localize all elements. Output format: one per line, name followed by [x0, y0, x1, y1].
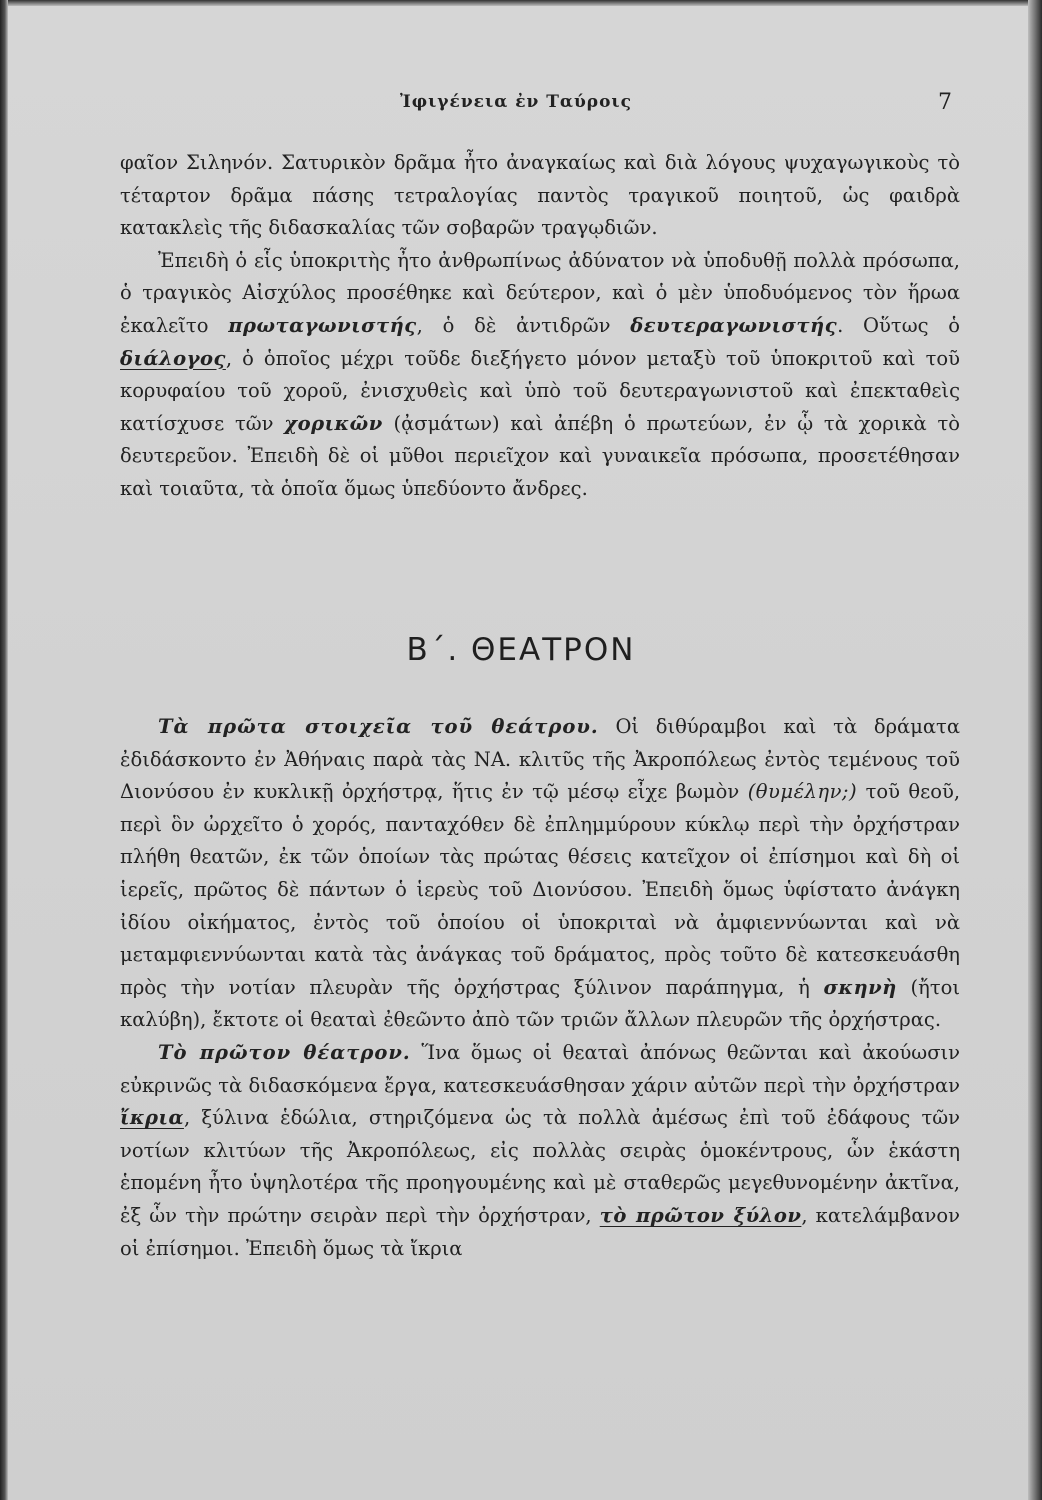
- text-run: , ὁ ὁποῖος μέχρι τοῦδε διεξήγετο μόνον μεταξὺ τοῦ ὑποκριτοῦ καὶ τοῦ κορυφαίου τοῦ χοροῦ, ἐνισχυθεὶς καὶ ὑπὸ τοῦ δευτεραγωνιστοῦ καὶ ἐπεκταθεὶς κατίσχυσε τῶν: [120, 346, 960, 435]
- theatre-text: [120, 711, 960, 1265]
- term-deuteragonist: δευτεραγωνιστής: [630, 313, 838, 337]
- side-heading-first-elements: Τὰ πρῶτα στοιχεῖα τοῦ θεάτρου.: [158, 715, 599, 738]
- term-first-wood: τὸ πρῶτον ξύλον: [599, 1203, 802, 1227]
- text-run: τοῦ θεοῦ, περὶ ὃν ὠρχεῖτο ὁ χορός, πανταχόθεν δὲ ἐπλημμύρουν κύκλῳ περὶ τὴν ὀρχήστραν πλήθη θεατῶν, ἐκ τῶν ὁποίων τὰς πρώτας θέσεις κατεῖχον οἱ ἐπίσημοι καὶ δὴ οἱ ἱερεῖς, πρῶτος δὲ πάντων ὁ ἱερεὺς τοῦ Διονύσου. Ἐπειδὴ ὅμως ὑφίστατο ἀνάγκη ἰδίου οἰκήματος, ἐντὸς τοῦ ὁποίου οἱ ὑποκριταὶ νὰ ἀμφιεννύωνται καὶ νὰ μεταμφιεννύωνται κατὰ τὰς ἀνάγκας τοῦ δράματος, πρὸς τοῦτο δὲ κατεσκευάσθη πρὸς τὴν νοτίαν πλευρὰν τῆς ὀρχήστρας ξύλινον παράπηγμα, ἡ: [120, 780, 961, 999]
- page-top-edge: [0, 0, 1042, 6]
- page-number: 7: [938, 90, 952, 115]
- text-run: Ἐπειδὴ ὁ εἷς ὑποκριτὴς ἦτο ἀνθρωπίνως ἀδύνατον νὰ ὑποδυθῇ πολλὰ πρόσωπα, ὁ τραγικὸς Αἰσχύλος προσέθηκε καὶ δεύτερον, καὶ ὁ μὲν ὑποδυόμενος τὸν ἥρωα ἐκαλεῖτο: [120, 248, 960, 337]
- text-run: , ξύλινα ἑδώλια, στηριζόμενα ὡς τὰ πολλὰ ἀμέσως ἐπὶ τοῦ ἐδάφους τῶν νοτίων κλιτύων τῆς Ἀκροπόλεως, εἰς πολλὰς σειρὰς ὁμοκέντρους, ὧν ἑκάστη ἑπομένη ἦτο ὑψηλοτέρα τῆς προηγουμένης καὶ μὲ σταθερῶς μεγεθυνομένην ἀκτῖνα, ἐξ ὧν τὴν πρώτην σειρὰν περὶ τὴν ὀρχήστραν,: [120, 1106, 960, 1227]
- text-run: . Οὕτως ὁ: [837, 313, 961, 337]
- term-choral: χορικῶν: [284, 411, 383, 435]
- page-right-edge: [1028, 0, 1042, 1500]
- intro-paragraph-1: φαῖον Σιληνόν. Σατυρικὸν δρᾶμα ἦτο ἀναγκαίως καὶ διὰ λόγους ψυχαγωγικοὺς τὸ τέταρτον δρᾶμα πάσης τετραλογίας παντὸς τραγικοῦ ποιητοῦ, ὡς φαιδρὰ κατακλεὶς τῆς διδασκαλίας τῶν σοβαρῶν τραγῳδιῶν.: [120, 151, 960, 240]
- text-run: , ὁ δὲ ἀντιδρῶν: [416, 313, 611, 337]
- page-left-edge: [0, 0, 8, 1500]
- section-heading: Β΄. ΘΕΑΤΡΟΝ: [406, 632, 636, 668]
- text-run: (ᾀσμάτων) καὶ ἀπέβη ὁ πρωτεύων, ἐν ᾧ τὰ χορικὰ τὸ δευτερεῦον. Ἐπειδὴ δὲ οἱ μῦθοι περιεῖχον καὶ γυναικεῖα πρόσωπα, προσετέθησαν καὶ τοιαῦτα, τὰ ὁποῖα ὅμως ὑπεδύοντο ἄνδρες.: [120, 411, 960, 500]
- running-head: Ἰφιγένεια ἐν Ταύροις: [400, 92, 633, 112]
- text-run: Ἵνα ὅμως οἱ θεαταὶ ἀπόνως θεῶνται καὶ ἀκούωσιν εὐκρινῶς τὰ διδασκόμενα ἔργα, κατεσκευάσθησαν χάριν αὐτῶν περὶ τὴν ὀρχήστραν: [120, 1040, 961, 1097]
- term-dialogue: διάλογος: [120, 346, 226, 370]
- intro-text: [120, 147, 960, 506]
- term-thymele: (θυμέλην;): [747, 780, 858, 804]
- term-protagonist: πρωταγωνιστής: [228, 313, 417, 337]
- text-run: , κατελάμβανον οἱ ἐπίσημοι. Ἐπειδὴ ὅμως τὰ ἴκρια: [120, 1203, 961, 1260]
- text-run: (ἤτοι καλύβη), ἔκτοτε οἱ θεαταὶ ἐθεῶντο ἀπὸ τῶν τριῶν ἄλλων πλευρῶν τῆς ὀρχήστρας.: [120, 975, 961, 1032]
- theatre-paragraph-2: [120, 1037, 960, 1265]
- term-skene: σκηνὴ: [823, 975, 897, 999]
- intro-paragraph-2: [120, 245, 960, 506]
- side-heading-first-theatre: Τὸ πρῶτον θέατρον.: [158, 1040, 411, 1064]
- theatre-paragraph-1: [120, 711, 960, 1037]
- text-run: Οἱ διθύραμβοι καὶ τὰ δράματα ἐδιδάσκοντο ἐν Ἀθήναις παρὰ τὰς ΝΑ. κλιτῦς τῆς Ἀκροπόλεως ἐντὸς τεμένους τοῦ Διονύσου ἐν κυκλικῇ ὀρχήστρᾳ, ἥτις ἐν τῷ μέσῳ εἶχε βωμὸν: [120, 715, 961, 804]
- term-ikria: ἴκρια: [120, 1106, 184, 1130]
